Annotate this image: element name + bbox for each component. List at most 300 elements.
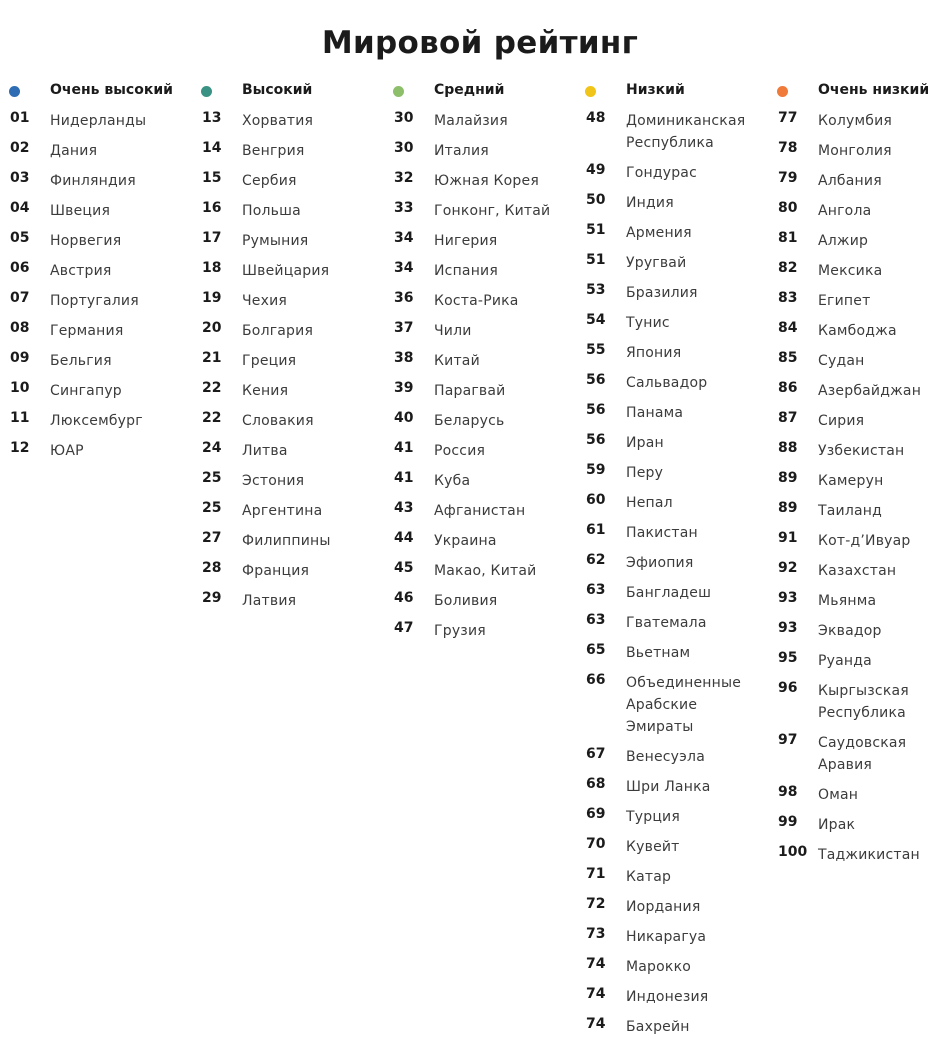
column-header bbox=[192, 80, 384, 104]
country-name: Чехия bbox=[242, 293, 288, 309]
country-name: Алжир bbox=[818, 233, 869, 249]
rank-number: 25 bbox=[202, 470, 222, 486]
country-name: Таджикистан bbox=[818, 847, 920, 863]
country-name: Нигерия bbox=[434, 233, 498, 249]
list-item bbox=[576, 582, 768, 604]
rank-number: 07 bbox=[10, 290, 30, 306]
rank-number: 56 bbox=[586, 402, 606, 418]
list-item bbox=[384, 500, 576, 522]
country-name: Куба bbox=[434, 473, 471, 489]
country-name: Хорватия bbox=[242, 113, 314, 129]
rank-number: 18 bbox=[202, 260, 222, 276]
column-header bbox=[0, 80, 192, 104]
country-name: Португалия bbox=[50, 293, 139, 309]
country-name: Уругвай bbox=[626, 255, 687, 271]
country-name: Оман bbox=[818, 787, 859, 803]
rank-number: 48 bbox=[586, 110, 606, 126]
country-name: Непал bbox=[626, 495, 673, 511]
country-name: Шри Ланка bbox=[626, 779, 711, 795]
country-name: Сингапур bbox=[50, 383, 122, 399]
rank-list bbox=[576, 110, 768, 1038]
rank-number: 82 bbox=[778, 260, 798, 276]
category-dot-icon bbox=[9, 86, 20, 97]
rank-number: 32 bbox=[394, 170, 414, 186]
country-name: Польша bbox=[242, 203, 301, 219]
rank-number: 51 bbox=[586, 222, 606, 238]
rank-number: 22 bbox=[202, 410, 222, 426]
rank-number: 79 bbox=[778, 170, 798, 186]
list-item bbox=[192, 230, 384, 252]
rank-number: 63 bbox=[586, 612, 606, 628]
rank-number: 63 bbox=[586, 582, 606, 598]
list-item bbox=[768, 590, 938, 612]
list-item bbox=[576, 612, 768, 634]
rank-number: 88 bbox=[778, 440, 798, 456]
rank-number: 72 bbox=[586, 896, 606, 912]
list-item bbox=[192, 260, 384, 282]
country-name: Россия bbox=[434, 443, 486, 459]
rank-number: 05 bbox=[10, 230, 30, 246]
country-name: Германия bbox=[50, 323, 124, 339]
country-name: Эстония bbox=[242, 473, 305, 489]
country-name: Кувейт bbox=[626, 839, 680, 855]
column-label: Низкий bbox=[626, 82, 685, 98]
list-item bbox=[576, 956, 768, 978]
list-item bbox=[768, 620, 938, 642]
country-name: Малайзия bbox=[434, 113, 508, 129]
rank-number: 69 bbox=[586, 806, 606, 822]
country-name: Испания bbox=[434, 263, 498, 279]
list-item bbox=[768, 320, 938, 342]
rank-number: 87 bbox=[778, 410, 798, 426]
list-item bbox=[0, 350, 192, 372]
list-item bbox=[384, 620, 576, 642]
country-name: Эквадор bbox=[818, 623, 882, 639]
rank-number: 83 bbox=[778, 290, 798, 306]
list-item bbox=[768, 410, 938, 432]
rank-number: 41 bbox=[394, 440, 414, 456]
list-item bbox=[384, 260, 576, 282]
list-item bbox=[0, 320, 192, 342]
list-item bbox=[192, 560, 384, 582]
list-item bbox=[576, 282, 768, 304]
country-name: Судан bbox=[818, 353, 865, 369]
list-item bbox=[768, 784, 938, 806]
rank-number: 77 bbox=[778, 110, 798, 126]
country-name: Узбекистан bbox=[818, 443, 905, 459]
rank-number: 93 bbox=[778, 620, 798, 636]
country-name: Ангола bbox=[818, 203, 872, 219]
country-name: Италия bbox=[434, 143, 489, 159]
country-name: Камерун bbox=[818, 473, 884, 489]
list-item bbox=[192, 110, 384, 132]
country-name: Монголия bbox=[818, 143, 892, 159]
rank-number: 66 bbox=[586, 672, 606, 688]
rank-number: 98 bbox=[778, 784, 798, 800]
list-item bbox=[0, 260, 192, 282]
country-name: Вьетнам bbox=[626, 645, 691, 661]
list-item bbox=[576, 402, 768, 424]
country-name: Коста-Рика bbox=[434, 293, 519, 309]
country-name: Япония bbox=[626, 345, 682, 361]
list-item bbox=[384, 230, 576, 252]
category-dot-icon bbox=[585, 86, 596, 97]
column-header bbox=[576, 80, 768, 104]
country-name: Мьянма bbox=[818, 593, 877, 609]
column-low bbox=[576, 80, 768, 1046]
rank-list bbox=[192, 110, 384, 612]
ranking-columns bbox=[0, 80, 938, 1046]
country-name: Аргентина bbox=[242, 503, 323, 519]
list-item bbox=[384, 350, 576, 372]
country-name: Албания bbox=[818, 173, 882, 189]
rank-number: 59 bbox=[586, 462, 606, 478]
country-name: Доминиканская Республика bbox=[626, 113, 746, 151]
list-item bbox=[192, 290, 384, 312]
list-item bbox=[384, 290, 576, 312]
column-very-high bbox=[0, 80, 192, 470]
rank-number: 06 bbox=[10, 260, 30, 276]
list-item bbox=[192, 500, 384, 522]
country-name: Украина bbox=[434, 533, 497, 549]
list-item bbox=[0, 410, 192, 432]
rank-number: 10 bbox=[10, 380, 30, 396]
list-item bbox=[576, 252, 768, 274]
rank-number: 70 bbox=[586, 836, 606, 852]
list-item bbox=[768, 200, 938, 222]
rank-number: 30 bbox=[394, 140, 414, 156]
country-name: Кения bbox=[242, 383, 289, 399]
list-item bbox=[384, 200, 576, 222]
rank-number: 100 bbox=[778, 844, 808, 860]
country-name: Венгрия bbox=[242, 143, 305, 159]
list-item bbox=[384, 410, 576, 432]
country-name: Камбоджа bbox=[818, 323, 897, 339]
list-item bbox=[192, 380, 384, 402]
list-item bbox=[576, 372, 768, 394]
rank-number: 46 bbox=[394, 590, 414, 606]
country-name: Гондурас bbox=[626, 165, 697, 181]
list-item bbox=[768, 470, 938, 492]
country-name: Бангладеш bbox=[626, 585, 712, 601]
list-item bbox=[192, 410, 384, 432]
rank-number: 78 bbox=[778, 140, 798, 156]
country-name: Турция bbox=[626, 809, 680, 825]
rank-number: 68 bbox=[586, 776, 606, 792]
list-item bbox=[768, 560, 938, 582]
list-item bbox=[576, 672, 768, 738]
country-name: Макао, Китай bbox=[434, 563, 537, 579]
country-name: Парагвай bbox=[434, 383, 506, 399]
rank-number: 49 bbox=[586, 162, 606, 178]
rank-number: 96 bbox=[778, 680, 798, 696]
country-name: Саудовская Аравия bbox=[818, 735, 907, 773]
rank-number: 03 bbox=[10, 170, 30, 186]
list-item bbox=[576, 746, 768, 768]
rank-number: 04 bbox=[10, 200, 30, 216]
country-name: Кыргызская Республика bbox=[818, 683, 909, 721]
list-item bbox=[576, 312, 768, 334]
list-item bbox=[576, 162, 768, 184]
list-item bbox=[576, 926, 768, 948]
country-name: Норвегия bbox=[50, 233, 122, 249]
page-title: Мировой рейтинг bbox=[321, 24, 639, 61]
rank-number: 65 bbox=[586, 642, 606, 658]
country-name: Нидерланды bbox=[50, 113, 147, 129]
list-item bbox=[576, 986, 768, 1008]
list-item bbox=[576, 342, 768, 364]
list-item bbox=[384, 440, 576, 462]
country-name: Катар bbox=[626, 869, 672, 885]
list-item bbox=[576, 806, 768, 828]
rank-number: 92 bbox=[778, 560, 798, 576]
rank-number: 50 bbox=[586, 192, 606, 208]
column-high bbox=[192, 80, 384, 620]
rank-number: 41 bbox=[394, 470, 414, 486]
rank-number: 40 bbox=[394, 410, 414, 426]
country-name: Австрия bbox=[50, 263, 112, 279]
rank-number: 22 bbox=[202, 380, 222, 396]
list-item bbox=[192, 200, 384, 222]
rank-number: 24 bbox=[202, 440, 222, 456]
list-item bbox=[384, 560, 576, 582]
country-name: Тунис bbox=[626, 315, 670, 331]
rank-number: 37 bbox=[394, 320, 414, 336]
list-item bbox=[768, 814, 938, 836]
category-dot-icon bbox=[777, 86, 788, 97]
country-name: Кот-д’Ивуар bbox=[818, 533, 911, 549]
rank-number: 14 bbox=[202, 140, 222, 156]
list-item bbox=[192, 320, 384, 342]
list-item bbox=[0, 110, 192, 132]
rank-number: 74 bbox=[586, 956, 606, 972]
rank-number: 89 bbox=[778, 500, 798, 516]
rank-list bbox=[0, 110, 192, 462]
country-name: Армения bbox=[626, 225, 692, 241]
rank-number: 86 bbox=[778, 380, 798, 396]
list-item bbox=[384, 140, 576, 162]
country-name: Египет bbox=[818, 293, 871, 309]
list-item bbox=[384, 590, 576, 612]
rank-number: 19 bbox=[202, 290, 222, 306]
list-item bbox=[768, 380, 938, 402]
list-item bbox=[768, 680, 938, 724]
rank-number: 74 bbox=[586, 1016, 606, 1032]
list-item bbox=[384, 170, 576, 192]
list-item bbox=[768, 170, 938, 192]
list-item bbox=[768, 530, 938, 552]
list-item bbox=[576, 192, 768, 214]
country-name: Южная Корея bbox=[434, 173, 539, 189]
country-name: Иордания bbox=[626, 899, 701, 915]
rank-number: 97 bbox=[778, 732, 798, 748]
list-item bbox=[576, 776, 768, 798]
list-item bbox=[384, 320, 576, 342]
country-name: Сирия bbox=[818, 413, 865, 429]
country-name: Никарагуа bbox=[626, 929, 707, 945]
list-item bbox=[384, 380, 576, 402]
list-item bbox=[576, 1016, 768, 1038]
rank-number: 56 bbox=[586, 432, 606, 448]
list-item bbox=[0, 200, 192, 222]
column-very-low bbox=[768, 80, 938, 874]
rank-number: 34 bbox=[394, 230, 414, 246]
country-name: Швейцария bbox=[242, 263, 330, 279]
list-item bbox=[384, 470, 576, 492]
rank-number: 36 bbox=[394, 290, 414, 306]
rank-number: 99 bbox=[778, 814, 798, 830]
country-name: Марокко bbox=[626, 959, 691, 975]
list-item bbox=[576, 522, 768, 544]
list-item bbox=[576, 432, 768, 454]
rank-number: 45 bbox=[394, 560, 414, 576]
country-name: Филиппины bbox=[242, 533, 331, 549]
country-name: Дания bbox=[50, 143, 98, 159]
column-label: Очень низкий bbox=[818, 82, 930, 98]
list-item bbox=[192, 440, 384, 462]
rank-number: 39 bbox=[394, 380, 414, 396]
list-item bbox=[384, 110, 576, 132]
rank-number: 11 bbox=[10, 410, 30, 426]
list-item bbox=[768, 110, 938, 132]
rank-number: 34 bbox=[394, 260, 414, 276]
list-item bbox=[576, 492, 768, 514]
country-name: ЮАР bbox=[50, 443, 84, 459]
rank-number: 08 bbox=[10, 320, 30, 336]
country-name: Франция bbox=[242, 563, 310, 579]
list-item bbox=[768, 260, 938, 282]
rank-number: 71 bbox=[586, 866, 606, 882]
rank-number: 28 bbox=[202, 560, 222, 576]
rank-number: 20 bbox=[202, 320, 222, 336]
rank-number: 62 bbox=[586, 552, 606, 568]
country-name: Руанда bbox=[818, 653, 872, 669]
category-dot-icon bbox=[393, 86, 404, 97]
rank-number: 85 bbox=[778, 350, 798, 366]
list-item bbox=[576, 110, 768, 154]
list-item bbox=[192, 530, 384, 552]
list-item bbox=[768, 440, 938, 462]
country-name: Панама bbox=[626, 405, 684, 421]
country-name: Индонезия bbox=[626, 989, 709, 1005]
rank-number: 81 bbox=[778, 230, 798, 246]
country-name: Финляндия bbox=[50, 173, 136, 189]
list-item bbox=[0, 140, 192, 162]
list-item bbox=[0, 170, 192, 192]
rank-number: 91 bbox=[778, 530, 798, 546]
list-item bbox=[576, 462, 768, 484]
category-dot-icon bbox=[201, 86, 212, 97]
list-item bbox=[576, 866, 768, 888]
rank-number: 84 bbox=[778, 320, 798, 336]
rank-list bbox=[768, 110, 938, 866]
rank-number: 74 bbox=[586, 986, 606, 1002]
column-label: Средний bbox=[434, 82, 505, 98]
country-name: Беларусь bbox=[434, 413, 505, 429]
rank-number: 38 bbox=[394, 350, 414, 366]
country-name: Латвия bbox=[242, 593, 297, 609]
list-item bbox=[768, 732, 938, 776]
country-name: Ирак bbox=[818, 817, 856, 833]
country-name: Объединенные Арабские Эмираты bbox=[626, 675, 742, 735]
list-item bbox=[768, 650, 938, 672]
rank-number: 44 bbox=[394, 530, 414, 546]
country-name: Греция bbox=[242, 353, 297, 369]
country-name: Литва bbox=[242, 443, 288, 459]
rank-number: 15 bbox=[202, 170, 222, 186]
country-name: Гватемала bbox=[626, 615, 707, 631]
rank-number: 67 bbox=[586, 746, 606, 762]
list-item bbox=[0, 380, 192, 402]
list-item bbox=[768, 500, 938, 522]
rank-number: 47 bbox=[394, 620, 414, 636]
country-name: Швеция bbox=[50, 203, 111, 219]
column-medium bbox=[384, 80, 576, 650]
country-name: Перу bbox=[626, 465, 664, 481]
rank-number: 89 bbox=[778, 470, 798, 486]
country-name: Сербия bbox=[242, 173, 297, 189]
rank-number: 29 bbox=[202, 590, 222, 606]
rank-number: 61 bbox=[586, 522, 606, 538]
list-item bbox=[0, 290, 192, 312]
rank-number: 30 bbox=[394, 110, 414, 126]
list-item bbox=[384, 530, 576, 552]
rank-number: 56 bbox=[586, 372, 606, 388]
rank-number: 09 bbox=[10, 350, 30, 366]
column-header bbox=[768, 80, 938, 104]
rank-number: 73 bbox=[586, 926, 606, 942]
rank-number: 01 bbox=[10, 110, 30, 126]
country-name: Люксембург bbox=[50, 413, 143, 429]
list-item bbox=[768, 230, 938, 252]
country-name: Индия bbox=[626, 195, 674, 211]
rank-number: 54 bbox=[586, 312, 606, 328]
rank-number: 95 bbox=[778, 650, 798, 666]
list-item bbox=[0, 440, 192, 462]
country-name: Пакистан bbox=[626, 525, 698, 541]
country-name: Болгария bbox=[242, 323, 314, 339]
list-item bbox=[768, 350, 938, 372]
rank-number: 43 bbox=[394, 500, 414, 516]
country-name: Бельгия bbox=[50, 353, 112, 369]
rank-number: 53 bbox=[586, 282, 606, 298]
list-item bbox=[192, 350, 384, 372]
column-label: Очень высокий bbox=[50, 82, 173, 98]
list-item bbox=[0, 230, 192, 252]
country-name: Афганистан bbox=[434, 503, 526, 519]
column-header bbox=[384, 80, 576, 104]
rank-number: 02 bbox=[10, 140, 30, 156]
rank-number: 33 bbox=[394, 200, 414, 216]
list-item bbox=[576, 642, 768, 664]
country-name: Грузия bbox=[434, 623, 486, 639]
rank-number: 93 bbox=[778, 590, 798, 606]
list-item bbox=[192, 170, 384, 192]
rank-number: 60 bbox=[586, 492, 606, 508]
list-item bbox=[192, 140, 384, 162]
country-name: Мексика bbox=[818, 263, 883, 279]
rank-number: 27 bbox=[202, 530, 222, 546]
rank-number: 12 bbox=[10, 440, 30, 456]
column-label: Высокий bbox=[242, 82, 313, 98]
rank-number: 51 bbox=[586, 252, 606, 268]
list-item bbox=[576, 222, 768, 244]
list-item bbox=[768, 140, 938, 162]
list-item bbox=[576, 552, 768, 574]
rank-list bbox=[384, 110, 576, 642]
country-name: Иран bbox=[626, 435, 664, 451]
rank-number: 17 bbox=[202, 230, 222, 246]
